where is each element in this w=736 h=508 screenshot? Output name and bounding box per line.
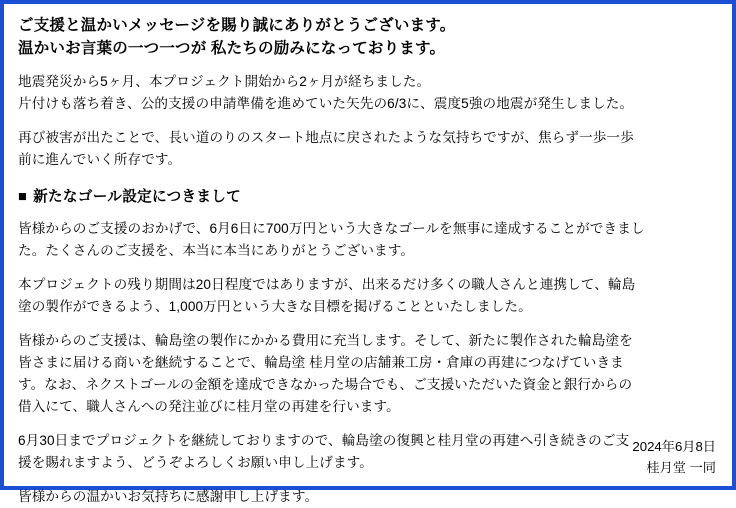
paragraph-closing-line-1: 皆様からの温かいお気持ちに感謝申し上げます。 [18, 488, 319, 504]
paragraph-fund-usage [18, 330, 718, 418]
paragraph-damage [18, 127, 718, 171]
paragraph-goal-achieved [18, 218, 718, 262]
section-title-text: 新たなゴール設定につきまして [33, 188, 242, 205]
paragraph-goal-achieved-line-1: 皆様からのご支援のおかげで、6月6日に700万円という大きなゴールを無事に達成することができまし [18, 220, 645, 236]
paragraph-progress [18, 71, 718, 115]
signature-author: 桂月堂 一同 [646, 459, 716, 475]
paragraph-closing [18, 486, 718, 508]
black-square-icon: ■ [18, 188, 28, 205]
signature-block [632, 437, 716, 478]
paragraph-next-goal-line-2: 塗の製作ができるよう、1,000万円という大きな目標を掲げることといたしました。 [18, 298, 532, 314]
paragraph-progress-line-2: 片付けも落ち着き、公的支援の申請準備を進めていた矢先の6/3に、震度5強の地震が発生しました。 [18, 95, 634, 111]
paragraph-damage-line-1: 再び被害が出たことで、長い道のりのスタート地点に戻されたような気持ちですが、焦らず一歩一歩 [18, 129, 634, 145]
paragraph-continue-support [18, 430, 718, 474]
heading-line-1: ご支援と温かいメッセージを賜り誠にありがとうございます。 [18, 17, 456, 34]
paragraph-continue-support-line-2: 援を賜れますよう、どうぞよろしくお願い申し上げます。 [18, 454, 373, 470]
paragraph-next-goal-line-1: 本プロジェクトの残り期間は20日程度ではありますが、出来るだけ多くの職人さんと連携して、輪島 [18, 276, 636, 292]
document-heading [18, 14, 718, 61]
paragraph-fund-usage-line-4: 借入にて、職人さんへの発注並びに桂月堂の再建を行います。 [18, 398, 400, 414]
paragraph-progress-line-1: 地震発災から5ヶ月、本プロジェクト開始から2ヶ月が経ちました。 [18, 73, 431, 89]
heading-line-2: 温かいお言葉の一つ一つが 私たちの励みになっております。 [18, 40, 446, 58]
paragraph-fund-usage-line-2: 皆さまに届ける商いを継続することで、輪島塗 桂月堂の店舗兼工房・倉庫の再建につなげていきま [18, 354, 624, 370]
paragraph-fund-usage-line-1: 皆様からのご支援は、輪島塗の製作にかかる費用に充当します。そして、新たに製作された輪島塗を [18, 332, 633, 348]
paragraph-damage-line-2: 前に進んでいく所存です。 [18, 151, 182, 167]
paragraph-goal-achieved-line-2: た。たくさんのご支援を、本当に本当にありがとうございます。 [18, 242, 415, 258]
paragraph-fund-usage-line-3: す。なお、ネクストゴールの金額を達成できなかった場合でも、ご支援いただいた資金と銀行からの [18, 376, 633, 392]
section-title [18, 185, 718, 206]
paragraph-continue-support-line-1: 6月30日までプロジェクトを継続しておりますので、輪島塗の復興と桂月堂の再建へ引き続きのご支 [18, 432, 630, 448]
signature-date: 2024年6月8日 [632, 439, 716, 455]
paragraph-next-goal [18, 274, 718, 318]
